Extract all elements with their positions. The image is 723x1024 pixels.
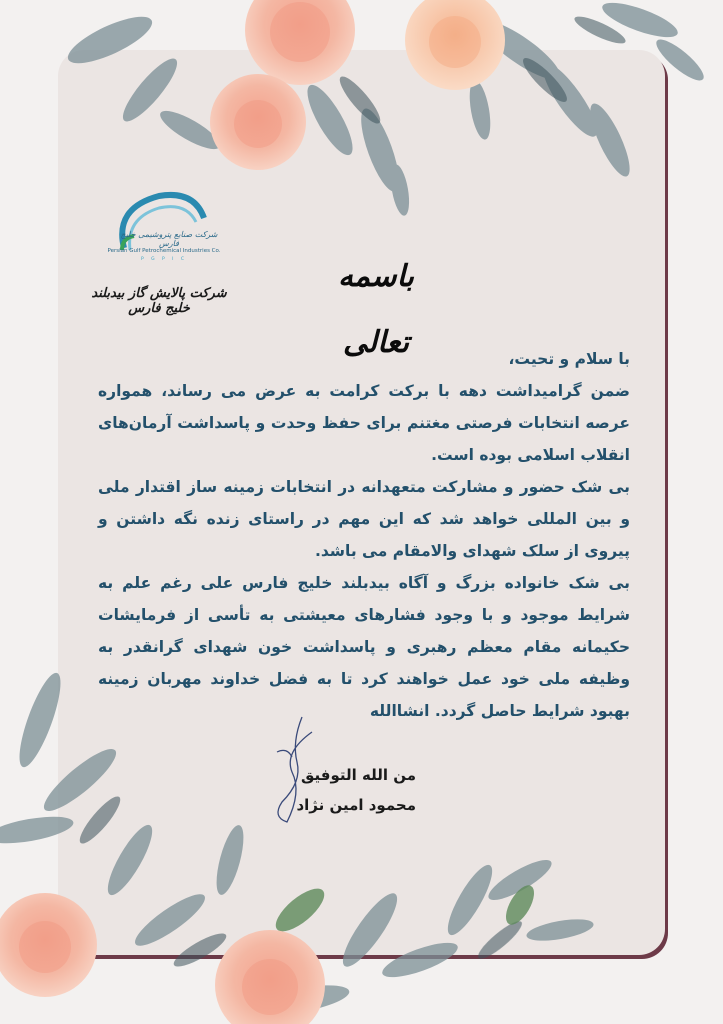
letter-closing	[256, 760, 416, 820]
letter-body	[98, 343, 630, 727]
letter-greeting: با سلام و تحیت،	[508, 350, 630, 368]
company-logo	[84, 188, 234, 318]
company-name: شرکت پالایش گاز بیدبلند خلیج فارس	[91, 286, 227, 316]
logo-english-name: Persian Gulf Petrochemical Industries Co.	[107, 248, 221, 254]
letter-paragraph: بی شک خانواده بزرگ و آگاه بیدبلند خلیج فارس علی رغم علم به شرایط موجود و با وجود فشارهای معیشتی به تأسی از فرمایشات حکیمانه مقام معظم رهبری و پاسداشت خون شهدای گرانقدر به وظیفه ملی خود عمل خواهند کرد تا به فضل خداوند مهربان زمینه بهبود شرایط حاصل گردد. انشاالله	[98, 574, 630, 720]
signer-name: محمود امین نژاد	[296, 796, 416, 814]
letter-paragraph: ضمن گرامیداشت دهه با برکت کرامت به عرض می رساند، همواره عرصه انتخابات فرصتی مغتنم برای حفظ وحدت و پاسداشت آرمان‌های انقلاب اسلامی بوده است.	[98, 382, 630, 464]
logo-abbreviation: P G P I C	[140, 257, 188, 262]
letter-heading: باسمه تعالی	[337, 259, 415, 360]
letter-paragraph: بی شک حضور و مشارکت متعهدانه در انتخابات زمینه ساز اقتدار ملی و بین المللی خواهد شد که این مهم در راستای زنده نگه داشتن و پیروی از سلک شهدای والامقام می باشد.	[98, 478, 630, 560]
logo-persian-name: شرکت صنایع پتروشیمی خلیج فارس	[120, 230, 218, 248]
closing-phrase: من الله التوفیق	[301, 766, 416, 784]
